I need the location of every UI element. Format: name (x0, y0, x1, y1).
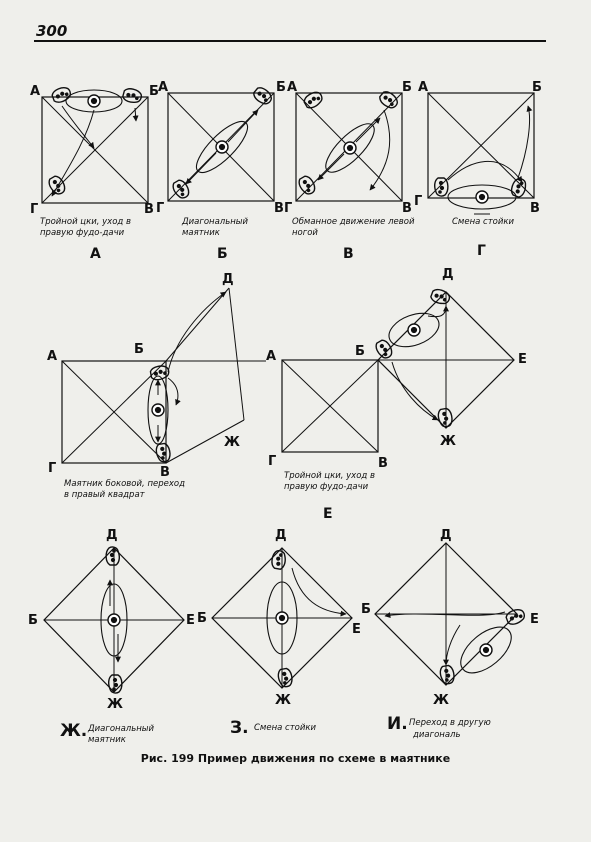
panel-b (168, 85, 274, 201)
panel-zh-label-e: Е (186, 613, 195, 628)
panel-v-letter: В (343, 246, 354, 262)
panel-v-corner-tl: А (287, 80, 298, 95)
panel-a-corner-br: В (144, 202, 154, 217)
panel-a-caption-line2: правую фудо-дачи (40, 228, 125, 238)
panel-d-label-b: Б (134, 342, 144, 357)
panel-g-corner-tl: А (418, 80, 429, 95)
panel-e-label-b: Б (355, 344, 365, 359)
panel-a-caption-line1: Тройной цки, уход в (40, 217, 131, 227)
panel-b-corner-bl: Г (156, 201, 165, 216)
panel-d-label-a: А (47, 349, 58, 364)
panel-i-caption-line1: Переход в другую (409, 718, 491, 728)
panel-z-letter: З. (230, 718, 249, 738)
page-number: 300 (36, 22, 68, 40)
panel-g (428, 93, 534, 214)
panel-i-caption-line2: диагональ (413, 730, 461, 740)
panel-d-label-g: Г (48, 461, 57, 476)
panel-zh-label-d: Д (106, 528, 118, 543)
panel-e-label-zh: Ж (440, 434, 456, 449)
panel-v-corner-tr: Б (402, 80, 412, 95)
panel-g-corner-tr: Б (532, 80, 542, 95)
panel-z-caption-line1: Смена стойки (254, 723, 317, 733)
panel-g-caption-line1: Смена стойки (452, 217, 515, 227)
panel-b-corner-tl: А (158, 80, 169, 95)
panel-v (296, 89, 402, 201)
panel-d-label-d: Д (222, 272, 234, 287)
panel-zh-label-b: Б (28, 613, 38, 628)
panel-e-label-d: Д (442, 267, 454, 282)
panel-v-caption-line2: ногой (292, 228, 318, 238)
panel-z-label-zh: Ж (275, 693, 291, 708)
panel-i-label-d: Д (440, 528, 452, 543)
panel-g-corner-bl: Г (414, 194, 423, 209)
panel-v-corner-br: В (402, 201, 412, 216)
panel-e (282, 288, 514, 452)
panel-e-label-a: А (266, 349, 277, 364)
figure-caption: Рис. 199 Пример движения по схеме в маятнике (140, 752, 451, 765)
panel-e-letter: Е (323, 506, 333, 522)
panel-e-caption-line2: правую фудо-дачи (284, 482, 369, 492)
panel-d-label-v: В (160, 465, 170, 480)
panel-z-label-d: Д (275, 528, 287, 543)
panel-a-corner-tl: А (30, 84, 41, 99)
panel-i-label-b: Б (361, 602, 371, 617)
panel-zh-label-zh: Ж (107, 697, 123, 712)
panel-g-corner-br: В (530, 201, 540, 216)
panel-z-label-b: Б (197, 611, 207, 626)
panel-e-label-e: Е (518, 352, 527, 367)
panel-a-corner-tr: Б (149, 84, 159, 99)
panel-zh-caption-line2: маятник (88, 735, 126, 745)
panel-i (375, 543, 526, 685)
panel-d-caption-line2: в правый квадрат (64, 490, 145, 500)
panel-e-label-v: В (378, 456, 388, 471)
panel-v-caption-line1: Обманное движение левой (292, 217, 415, 227)
panel-i-label-zh: Ж (433, 693, 449, 708)
panel-b-caption-line1: Диагональный (182, 217, 249, 227)
panel-a-corner-bl: Г (30, 202, 39, 217)
panel-a (42, 86, 148, 203)
panel-zh-caption-line1: Диагональный (88, 724, 155, 734)
panel-b-letter: Б (217, 246, 228, 262)
panel-i-letter: И. (387, 714, 408, 734)
panel-d-label-zh: Ж (224, 435, 240, 450)
panel-b-caption-line2: маятник (182, 228, 220, 238)
panel-b-corner-br: В (274, 201, 284, 216)
panel-b-corner-tr: Б (276, 80, 286, 95)
panel-g-letter: Г (477, 243, 486, 259)
panel-zh (44, 547, 184, 693)
panel-i-label-e: Е (530, 612, 539, 627)
panel-z (212, 548, 352, 688)
panel-a-letter: А (90, 246, 101, 262)
panel-zh-letter: Ж. (60, 721, 88, 741)
panel-d-caption-line1: Маятник боковой, переход (64, 479, 185, 489)
panel-v-corner-bl: Г (284, 201, 293, 216)
panel-e-caption-line1: Тройной цки, уход в (284, 471, 375, 481)
panel-z-label-e: Е (352, 622, 361, 637)
panel-e-label-g: Г (268, 454, 277, 469)
